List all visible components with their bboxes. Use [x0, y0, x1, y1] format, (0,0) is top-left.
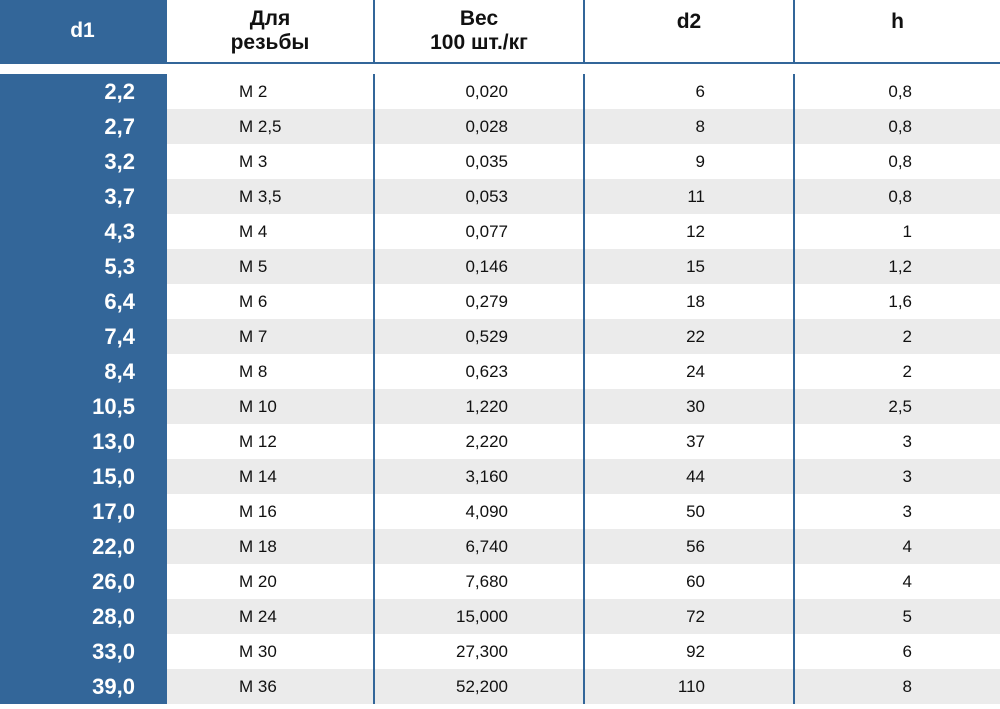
cell-h: 1,2 — [793, 249, 1000, 284]
cell-d1: 15,0 — [0, 459, 165, 494]
cell-d1: 10,5 — [0, 389, 165, 424]
table-body — [0, 74, 1000, 704]
cell-d1: 13,0 — [0, 424, 165, 459]
cell-weight: 7,680 — [373, 564, 583, 599]
cell-weight: 2,220 — [373, 424, 583, 459]
table-row — [0, 109, 1000, 144]
cell-d1: 28,0 — [0, 599, 165, 634]
cell-h: 0,8 — [793, 179, 1000, 214]
cell-thread: M 16 — [165, 494, 373, 529]
header-d2: d2 — [583, 0, 793, 62]
cell-thread: M 3 — [165, 144, 373, 179]
cell-weight: 15,000 — [373, 599, 583, 634]
cell-thread: M 5 — [165, 249, 373, 284]
cell-d2: 60 — [583, 564, 793, 599]
cell-h: 0,8 — [793, 144, 1000, 179]
cell-weight: 0,028 — [373, 109, 583, 144]
cell-h: 3 — [793, 494, 1000, 529]
table-row — [0, 599, 1000, 634]
cell-d1: 39,0 — [0, 669, 165, 704]
cell-thread: M 2,5 — [165, 109, 373, 144]
cell-d1: 3,7 — [0, 179, 165, 214]
cell-thread: M 3,5 — [165, 179, 373, 214]
cell-thread: M 4 — [165, 214, 373, 249]
table-row — [0, 284, 1000, 319]
cell-weight: 1,220 — [373, 389, 583, 424]
cell-thread: M 6 — [165, 284, 373, 319]
cell-h: 0,8 — [793, 74, 1000, 109]
header-thread: Для резьбы — [165, 0, 373, 62]
cell-d1: 8,4 — [0, 354, 165, 389]
cell-h: 4 — [793, 564, 1000, 599]
cell-weight: 0,146 — [373, 249, 583, 284]
cell-d2: 37 — [583, 424, 793, 459]
cell-h: 1,6 — [793, 284, 1000, 319]
cell-d2: 72 — [583, 599, 793, 634]
cell-h: 6 — [793, 634, 1000, 669]
header-gap — [0, 64, 1000, 74]
cell-weight: 0,020 — [373, 74, 583, 109]
table-row — [0, 249, 1000, 284]
header-h: h — [793, 0, 1000, 62]
cell-h: 5 — [793, 599, 1000, 634]
table-row — [0, 214, 1000, 249]
cell-weight: 4,090 — [373, 494, 583, 529]
table-row — [0, 74, 1000, 109]
cell-d2: 12 — [583, 214, 793, 249]
cell-weight: 0,623 — [373, 354, 583, 389]
table-row — [0, 179, 1000, 214]
table-row — [0, 529, 1000, 564]
cell-weight: 0,077 — [373, 214, 583, 249]
cell-h: 3 — [793, 459, 1000, 494]
header-weight: Вес 100 шт./кг — [373, 0, 583, 62]
cell-h: 2,5 — [793, 389, 1000, 424]
cell-d2: 15 — [583, 249, 793, 284]
cell-thread: M 8 — [165, 354, 373, 389]
table-row — [0, 144, 1000, 179]
table-row — [0, 634, 1000, 669]
cell-d2: 110 — [583, 669, 793, 704]
cell-thread: M 36 — [165, 669, 373, 704]
cell-thread: M 20 — [165, 564, 373, 599]
cell-d1: 7,4 — [0, 319, 165, 354]
cell-d1: 22,0 — [0, 529, 165, 564]
table-row — [0, 319, 1000, 354]
cell-d2: 56 — [583, 529, 793, 564]
cell-d1: 6,4 — [0, 284, 165, 319]
cell-h: 1 — [793, 214, 1000, 249]
cell-d2: 6 — [583, 74, 793, 109]
cell-thread: M 10 — [165, 389, 373, 424]
cell-thread: M 18 — [165, 529, 373, 564]
cell-weight: 0,053 — [373, 179, 583, 214]
table-row — [0, 459, 1000, 494]
cell-weight: 3,160 — [373, 459, 583, 494]
cell-thread: M 24 — [165, 599, 373, 634]
table-row — [0, 354, 1000, 389]
cell-d2: 22 — [583, 319, 793, 354]
cell-weight: 0,529 — [373, 319, 583, 354]
cell-d2: 24 — [583, 354, 793, 389]
cell-h: 2 — [793, 319, 1000, 354]
cell-h: 3 — [793, 424, 1000, 459]
table-row — [0, 389, 1000, 424]
cell-d1: 3,2 — [0, 144, 165, 179]
cell-d2: 11 — [583, 179, 793, 214]
cell-weight: 27,300 — [373, 634, 583, 669]
cell-thread: M 12 — [165, 424, 373, 459]
table-row — [0, 494, 1000, 529]
cell-d2: 92 — [583, 634, 793, 669]
cell-d2: 50 — [583, 494, 793, 529]
cell-thread: M 30 — [165, 634, 373, 669]
cell-d1: 2,7 — [0, 109, 165, 144]
cell-d1: 17,0 — [0, 494, 165, 529]
cell-h: 4 — [793, 529, 1000, 564]
cell-h: 0,8 — [793, 109, 1000, 144]
cell-weight: 6,740 — [373, 529, 583, 564]
cell-d1: 2,2 — [0, 74, 165, 109]
cell-d1: 4,3 — [0, 214, 165, 249]
cell-weight: 0,279 — [373, 284, 583, 319]
cell-d1: 26,0 — [0, 564, 165, 599]
cell-d2: 30 — [583, 389, 793, 424]
table-header — [0, 0, 1000, 64]
cell-thread: M 7 — [165, 319, 373, 354]
cell-weight: 52,200 — [373, 669, 583, 704]
header-d1: d1 — [0, 0, 165, 62]
cell-thread: M 14 — [165, 459, 373, 494]
cell-h: 2 — [793, 354, 1000, 389]
cell-d2: 18 — [583, 284, 793, 319]
cell-d1: 33,0 — [0, 634, 165, 669]
cell-d1: 5,3 — [0, 249, 165, 284]
cell-thread: M 2 — [165, 74, 373, 109]
table-row — [0, 564, 1000, 599]
table-row — [0, 669, 1000, 704]
cell-d2: 8 — [583, 109, 793, 144]
cell-h: 8 — [793, 669, 1000, 704]
cell-d2: 44 — [583, 459, 793, 494]
cell-weight: 0,035 — [373, 144, 583, 179]
cell-d2: 9 — [583, 144, 793, 179]
table-row — [0, 424, 1000, 459]
